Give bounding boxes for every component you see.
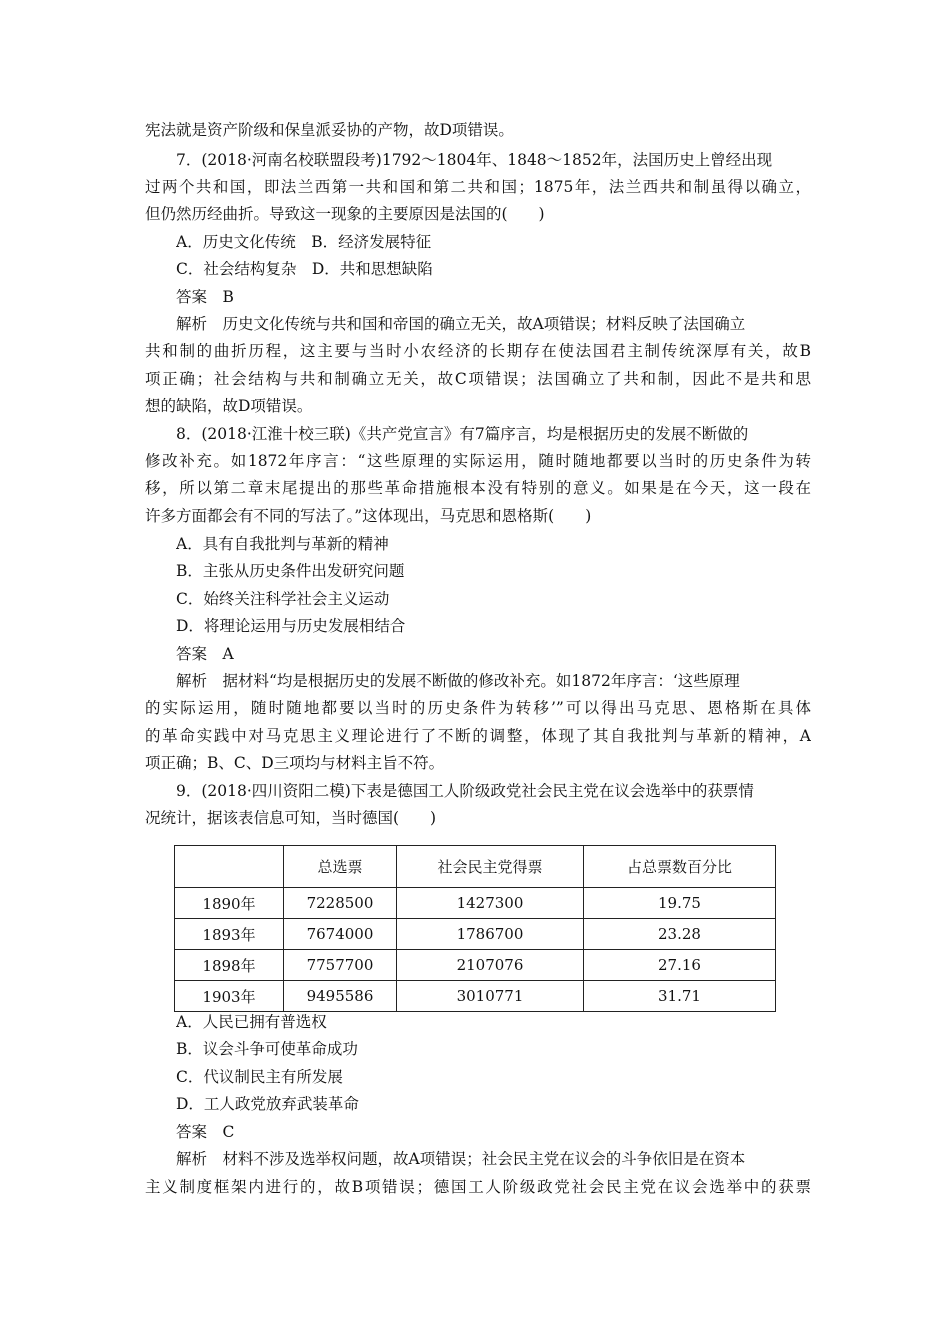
table-row xyxy=(175,919,776,950)
question-8-stem: 8．(2018·江淮十校三联)《共产党宣言》有7篇序言，均是根据历史的发展不断做的 xyxy=(176,425,749,443)
table-cell: 1898年 xyxy=(175,950,284,981)
option-line: B．议会斗争可使革命成功 xyxy=(176,1040,358,1058)
table-cell: 19.75 xyxy=(584,888,776,919)
answer-line: 答案 C xyxy=(176,1123,235,1141)
table-row xyxy=(175,981,776,1012)
analysis-line: 解析 材料不涉及选举权问题，故A项错误；社会民主党在议会的斗争依旧是在资本 xyxy=(176,1150,746,1168)
table-cell: 1786700 xyxy=(397,919,584,950)
question-7-stem: 7．(2018·河南名校联盟段考)1792～1804年、1848～1852年，法国历史上曾经出现 xyxy=(176,151,773,169)
table-header-cell xyxy=(175,846,284,888)
text-line: 的实际运用，随时随地都要以当时的历史条件为转移’”可以得出马克思、恩格斯在具体 xyxy=(145,699,811,717)
option-line: C．始终关注科学社会主义运动 xyxy=(176,590,390,608)
analysis-line: 解析 历史文化传统与共和国和帝国的确立无关，故A项错误；材料反映了法国确立 xyxy=(176,315,746,333)
option-line: D．将理论运用与历史发展相结合 xyxy=(176,617,406,635)
table-cell: 7757700 xyxy=(284,950,397,981)
text-line: 项正确；社会结构与共和制确立无关，故C项错误；法国确立了共和制，因此不是共和思 xyxy=(145,370,811,388)
text-line: 宪法就是资产阶级和保皇派妥协的产物，故D项错误。 xyxy=(145,121,514,139)
text-line: 但仍然历经曲折。导致这一现象的主要原因是法国的( ) xyxy=(145,205,545,223)
text-line: 共和制的曲折历程，这主要与当时小农经济的长期存在使法国君主制传统深厚有关，故B xyxy=(145,342,811,360)
text-line: 项正确；B、C、D三项均与材料主旨不符。 xyxy=(145,754,445,772)
table-cell: 2107076 xyxy=(397,950,584,981)
text-line: 况统计，据该表信息可知，当时德国( ) xyxy=(145,809,437,827)
text-line: 修改补充。如1872年序言：“这些原理的实际运用，随时随地都要以当时的历史条件为转 xyxy=(145,452,811,470)
option-line: A．具有自我批判与革新的精神 xyxy=(176,535,389,553)
table-cell: 9495586 xyxy=(284,981,397,1012)
table-cell: 27.16 xyxy=(584,950,776,981)
analysis-line: 解析 据材料“均是根据历史的发展不断做的修改补充。如1872年序言：‘这些原理 xyxy=(176,672,740,690)
table-cell: 1893年 xyxy=(175,919,284,950)
table-cell: 1903年 xyxy=(175,981,284,1012)
vote-statistics-table xyxy=(174,845,776,1012)
table-cell: 1427300 xyxy=(397,888,584,919)
table-cell: 1890年 xyxy=(175,888,284,919)
table-cell: 31.71 xyxy=(584,981,776,1012)
text-line: 移，所以第二章末尾提出的那些革命措施根本没有特别的意义。如果是在今天，这一段在 xyxy=(145,479,811,497)
answer-line: 答案 A xyxy=(176,645,234,663)
option-line: D．工人政党放弃武装革命 xyxy=(176,1095,359,1113)
table-header-cell: 社会民主党得票 xyxy=(397,846,584,888)
table-row xyxy=(175,950,776,981)
option-line: A．历史文化传统 B．经济发展特征 xyxy=(176,233,432,251)
option-line: B．主张从历史条件出发研究问题 xyxy=(176,562,405,580)
option-line: C．社会结构复杂 D．共和思想缺陷 xyxy=(176,260,433,278)
answer-line: 答案 B xyxy=(176,288,234,306)
table-cell: 7674000 xyxy=(284,919,397,950)
table-header-row xyxy=(175,846,776,888)
text-line: 想的缺陷，故D项错误。 xyxy=(145,397,313,415)
table-cell: 3010771 xyxy=(397,981,584,1012)
table-cell: 23.28 xyxy=(584,919,776,950)
table-header-cell: 占总票数百分比 xyxy=(584,846,776,888)
option-line: A．人民已拥有普选权 xyxy=(176,1013,327,1031)
text-line: 的革命实践中对马克思主义理论进行了不断的调整，体现了其自我批判与革新的精神，A xyxy=(145,727,811,745)
text-line: 主义制度框架内进行的，故B项错误；德国工人阶级政党社会民主党在议会选举中的获票 xyxy=(145,1178,811,1196)
table-row xyxy=(175,888,776,919)
option-line: C．代议制民主有所发展 xyxy=(176,1068,343,1086)
table-cell: 7228500 xyxy=(284,888,397,919)
text-line: 许多方面都会有不同的写法了。”这体现出，马克思和恩格斯( ) xyxy=(145,507,592,525)
text-line: 过两个共和国，即法兰西第一共和国和第二共和国；1875年，法兰西共和制虽得以确立， xyxy=(145,178,811,196)
question-9-stem: 9．(2018·四川资阳二模)下表是德国工人阶级政党社会民主党在议会选举中的获票情 xyxy=(176,782,754,800)
table-header-cell: 总选票 xyxy=(284,846,397,888)
